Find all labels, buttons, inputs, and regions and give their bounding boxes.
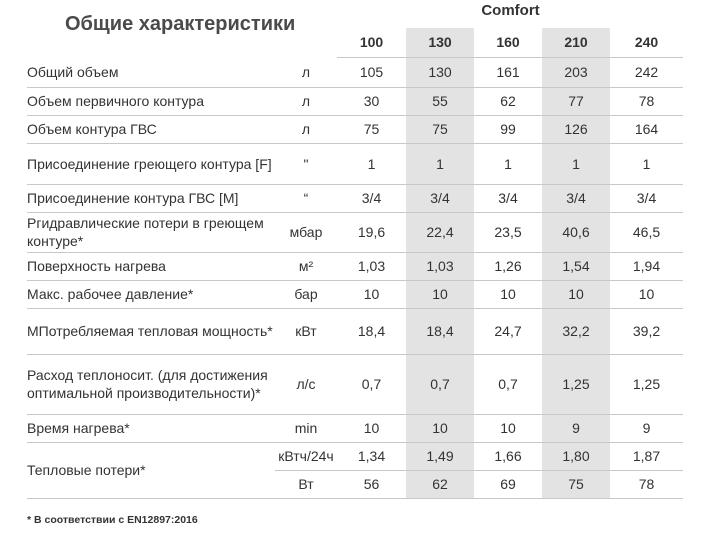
spec-value: 62 xyxy=(474,87,542,115)
spec-row xyxy=(27,184,683,212)
model-header: 240 xyxy=(610,28,683,57)
spec-value: 56 xyxy=(337,470,406,498)
spec-name: Ргидравлические потери в греющем контуре* xyxy=(27,212,275,252)
header-blank-unit xyxy=(275,28,337,57)
spec-value: 69 xyxy=(474,470,542,498)
spec-value: 161 xyxy=(474,57,542,87)
spec-row xyxy=(27,354,683,414)
spec-value: 1 xyxy=(474,143,542,184)
spec-row xyxy=(27,143,683,184)
spec-unit: бар xyxy=(275,280,337,308)
spec-value: 75 xyxy=(337,115,406,143)
spec-name: Поверхность нагрева xyxy=(27,252,275,280)
spec-value: 1,34 xyxy=(337,442,406,470)
spec-value: 1,26 xyxy=(474,252,542,280)
spec-value: 3/4 xyxy=(610,184,683,212)
spec-value: 75 xyxy=(542,470,610,498)
spec-value: 1,54 xyxy=(542,252,610,280)
spec-row xyxy=(27,252,683,280)
table-title: Общие характеристики xyxy=(65,13,296,35)
spec-value: 1 xyxy=(337,143,406,184)
spec-value: 3/4 xyxy=(474,184,542,212)
spec-value: 10 xyxy=(337,414,406,442)
spec-value: 99 xyxy=(474,115,542,143)
spec-value: 1,03 xyxy=(337,252,406,280)
spec-name: Объем контура ГВС xyxy=(27,115,275,143)
spec-unit: кВт xyxy=(275,308,337,354)
spec-unit: кВтч/24ч xyxy=(275,442,337,470)
spec-name: Макс. рабочее давление* xyxy=(27,280,275,308)
spec-value: 1,49 xyxy=(406,442,474,470)
spec-name: Общий объем xyxy=(27,57,275,87)
spec-value: 9 xyxy=(610,414,683,442)
spec-value: 1,25 xyxy=(542,354,610,414)
spec-name: Расход теплоносит. (для достижения оптимальной производительности)* xyxy=(27,354,275,414)
spec-value: 1 xyxy=(610,143,683,184)
spec-table xyxy=(27,28,683,499)
spec-value: 1,80 xyxy=(542,442,610,470)
spec-row xyxy=(27,87,683,115)
spec-value: 9 xyxy=(542,414,610,442)
spec-name: Объем первичного контура xyxy=(27,87,275,115)
spec-value: 0,7 xyxy=(337,354,406,414)
spec-value: 55 xyxy=(406,87,474,115)
spec-value: 32,2 xyxy=(542,308,610,354)
spec-value: 1 xyxy=(542,143,610,184)
spec-unit: min xyxy=(275,414,337,442)
spec-value: 3/4 xyxy=(337,184,406,212)
spec-value: 10 xyxy=(474,280,542,308)
spec-value: 75 xyxy=(406,115,474,143)
spec-value: 203 xyxy=(542,57,610,87)
model-header: 100 xyxy=(337,28,406,57)
spec-value: 10 xyxy=(474,414,542,442)
spec-value: 30 xyxy=(337,87,406,115)
spec-unit: л xyxy=(275,57,337,87)
spec-value: 130 xyxy=(406,57,474,87)
spec-value: 62 xyxy=(406,470,474,498)
spec-value: 242 xyxy=(610,57,683,87)
model-header: 210 xyxy=(542,28,610,57)
spec-value: 1,03 xyxy=(406,252,474,280)
header-row xyxy=(27,28,683,57)
spec-name: МПотребляемая тепловая мощность* xyxy=(27,308,275,354)
spec-value: 1,94 xyxy=(610,252,683,280)
spec-unit: л xyxy=(275,115,337,143)
spec-row xyxy=(27,57,683,87)
spec-row xyxy=(27,115,683,143)
spec-value: 1 xyxy=(406,143,474,184)
spec-name: Присоединение греющего контура [F] xyxy=(27,143,275,184)
spec-value: 3/4 xyxy=(542,184,610,212)
spec-value: 126 xyxy=(542,115,610,143)
spec-value: 164 xyxy=(610,115,683,143)
spec-value: 78 xyxy=(610,87,683,115)
spec-value: 0,7 xyxy=(474,354,542,414)
model-header: 130 xyxy=(406,28,474,57)
spec-value: 10 xyxy=(406,414,474,442)
spec-value: 18,4 xyxy=(337,308,406,354)
spec-name: Присоединение контура ГВС [M] xyxy=(27,184,275,212)
spec-value: 19,6 xyxy=(337,212,406,252)
spec-value: 18,4 xyxy=(406,308,474,354)
spec-value: 78 xyxy=(610,470,683,498)
spec-value: 1,25 xyxy=(610,354,683,414)
series-label: Comfort xyxy=(481,2,540,19)
spec-row xyxy=(27,212,683,252)
spec-name: Тепловые потери* xyxy=(27,442,275,498)
footnote: * В соответствии с EN12897:2016 xyxy=(27,514,198,526)
model-header: 160 xyxy=(474,28,542,57)
spec-value: 3/4 xyxy=(406,184,474,212)
spec-value: 46,5 xyxy=(610,212,683,252)
spec-value: 1,66 xyxy=(474,442,542,470)
spec-unit: " xyxy=(275,143,337,184)
spec-unit: мбар xyxy=(275,212,337,252)
spec-unit: Вт xyxy=(275,470,337,498)
spec-name: Время нагрева* xyxy=(27,414,275,442)
spec-value: 22,4 xyxy=(406,212,474,252)
spec-value: 1,87 xyxy=(610,442,683,470)
spec-row xyxy=(27,308,683,354)
spec-value: 0,7 xyxy=(406,354,474,414)
spec-value: 105 xyxy=(337,57,406,87)
spec-row xyxy=(27,414,683,442)
spec-unit: л/с xyxy=(275,354,337,414)
spec-unit: “ xyxy=(275,184,337,212)
spec-value: 77 xyxy=(542,87,610,115)
heat-loss-row xyxy=(27,442,683,470)
spec-value: 10 xyxy=(610,280,683,308)
spec-row xyxy=(27,280,683,308)
spec-value: 23,5 xyxy=(474,212,542,252)
spec-value: 40,6 xyxy=(542,212,610,252)
spec-value: 24,7 xyxy=(474,308,542,354)
spec-value: 10 xyxy=(406,280,474,308)
spec-unit: м² xyxy=(275,252,337,280)
spec-unit: л xyxy=(275,87,337,115)
header-blank xyxy=(27,28,275,57)
spec-value: 10 xyxy=(542,280,610,308)
spec-value: 39,2 xyxy=(610,308,683,354)
spec-value: 10 xyxy=(337,280,406,308)
